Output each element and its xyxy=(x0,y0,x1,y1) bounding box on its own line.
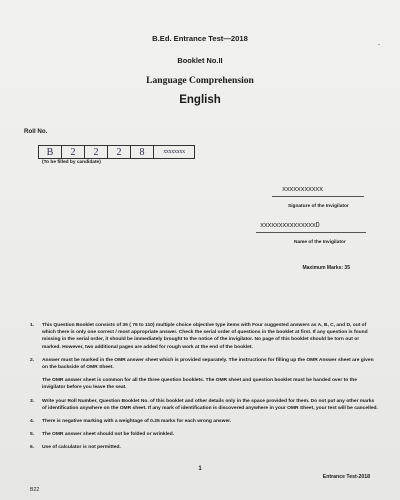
instruction-item xyxy=(30,431,378,438)
instruction-text: Answer must be marked in the OMR answer sheet which is provided separately. The instructions for filling up the OMR Answer sheet are given on the backside of OMR Sheet. xyxy=(42,357,374,371)
instruction-text: Use of calculator is not permitted. xyxy=(42,445,121,451)
footer-test-label: Entrance Test-2018 xyxy=(322,474,370,480)
instruction-text: There is negative marking with a weightage of 0.25 marks for each wrong answer. xyxy=(42,419,232,425)
instruction-item xyxy=(30,398,378,412)
invigilator-signature: xxxxxxxxxxx xyxy=(282,186,323,194)
instruction-item xyxy=(30,377,378,391)
instruction-number: 3. xyxy=(30,398,35,404)
roll-digit-box[interactable]: B xyxy=(38,145,61,159)
instruction-item xyxy=(30,418,378,425)
instruction-item xyxy=(30,444,378,451)
instruction-text: Write your Roll Number, Question Booklet No. of this booklet and other details only in the space provided for them. Do not put any other marks of identification anywhere on the OMR sheet. If any mark of identification is discovered anywhere in your OMR Sheet, your test will be cancelled. xyxy=(42,398,378,411)
signature-label: Signature of the Invigilator xyxy=(288,204,349,209)
instruction-number xyxy=(30,377,42,391)
roll-digit-box[interactable]: 2 xyxy=(84,145,107,159)
language-title: English xyxy=(179,94,221,106)
instruction-number: 1. xyxy=(30,323,35,328)
roll-digit-box[interactable]: 2 xyxy=(61,145,84,159)
footer-code: B22 xyxy=(30,487,40,493)
roll-digit-box-redacted[interactable]: xxxxxxxx xyxy=(153,145,195,159)
instruction-text: The OMR answer sheet should not be folded or wrinkled. xyxy=(42,432,175,438)
instruction-text: This Question Booklet consists of 35 ( 76 to 110) multiple choice objective type items with Four suggested answers as A, B, C, and D, out of which there is only one correct / most appropriate answer. Check the serial order of questions in the booklet at first. If any question is found missing in the serial order, it should be immediately brought to the notice of the invigilator. No page of this booklet should be torn out or marked. However, two additional pages are added for rough work at the end of the booklet. xyxy=(42,323,368,350)
instruction-number: 2. xyxy=(30,357,35,363)
roll-number-boxes xyxy=(38,145,195,159)
name-label: Name of the Invigilator xyxy=(294,240,346,245)
page-number: 1 xyxy=(198,466,202,472)
name-line xyxy=(256,232,366,233)
roll-number-note: (To be filled by candidate) xyxy=(42,160,101,165)
instruction-item xyxy=(30,322,378,351)
instruction-number: 5. xyxy=(30,432,35,438)
maximum-marks: Maximum Marks: 35 xyxy=(302,265,350,271)
instruction-number: 4. xyxy=(30,419,35,425)
subject-title: Language Comprehension xyxy=(146,75,254,86)
corner-mark: - xyxy=(378,42,380,48)
instruction-number: 6. xyxy=(30,445,35,451)
roll-digit-box[interactable]: 2 xyxy=(107,145,130,159)
instruction-text: The OMR answer sheet is common for all the three question booklets. The OMR sheet and question booklet must be handed over to the invigilator before you leave the seat. xyxy=(42,378,357,391)
invigilator-name: xxxxxxxxxxxxxxxD xyxy=(260,222,320,230)
roll-digit-box[interactable]: 8 xyxy=(130,145,153,159)
roll-number-label: Roll No. xyxy=(24,128,48,135)
signature-line xyxy=(272,196,364,197)
test-title: B.Ed. Entrance Test—2018 xyxy=(152,34,248,43)
instructions-list xyxy=(30,322,378,458)
instruction-item xyxy=(30,357,378,371)
booklet-number: Booklet No.II xyxy=(177,56,223,65)
